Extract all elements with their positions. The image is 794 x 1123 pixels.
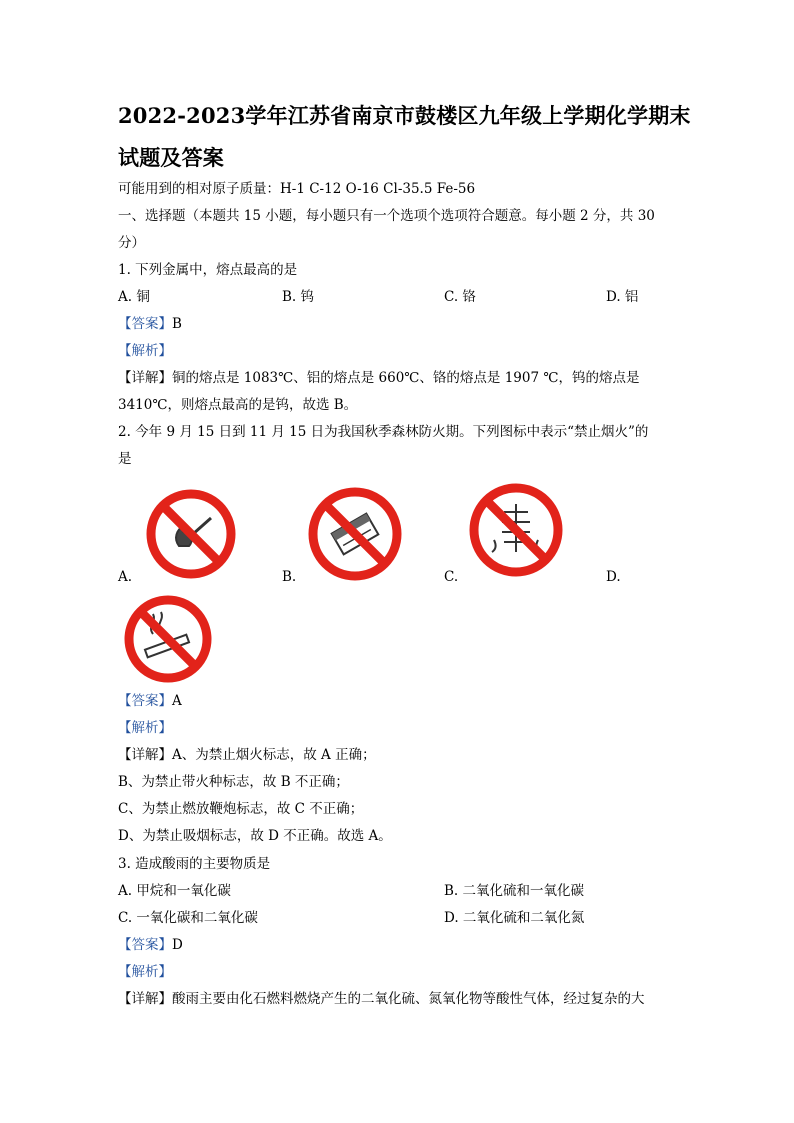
no-smoking-sign-icon <box>123 594 213 684</box>
answer-tag: 【答案】 <box>118 693 172 709</box>
q3-answer <box>118 936 678 954</box>
q2-stem-line2: 是 <box>118 451 132 467</box>
detail-tag: 【详解】 <box>118 991 172 1007</box>
q2-option-b: B. <box>282 569 297 585</box>
q1-option-a: A. 铜 <box>118 289 150 305</box>
q3-detail-line1 <box>118 990 678 1008</box>
no-fire-sign-icon <box>145 488 237 580</box>
no-matches-sign-icon <box>307 486 403 582</box>
answer-tag: 【答案】 <box>118 937 172 953</box>
analysis-tag: 【解析】 <box>118 964 172 980</box>
q1-analysis <box>118 342 678 360</box>
q1-stem: 1. 下列金属中，熔点最高的是 <box>118 262 298 278</box>
q2-detail-line4: D、为禁止吸烟标志，故 D 不正确。故选 A。 <box>118 828 392 844</box>
q1-option-c: C. 铬 <box>444 289 476 305</box>
q1-detail-line1 <box>118 369 678 387</box>
q2-stem-line1: 2. 今年 9 月 15 日到 11 月 15 日为我国秋季森林防火期。下列图标中表示“禁止烟火”的 <box>118 424 649 440</box>
q2-detail-line2: B、为禁止带火种标志，故 B 不正确； <box>118 774 349 790</box>
q3-answer-value: D <box>172 937 183 953</box>
q1-option-d: D. 铝 <box>606 289 639 305</box>
q1-detail-text: 铜的熔点是 1083℃、铝的熔点是 660℃、铬的熔点是 1907 ℃，钨的熔点是 <box>172 370 640 386</box>
atomic-masses: 可能用到的相对原子质量：H-1 C-12 O-16 Cl-35.5 Fe-56 <box>118 181 476 197</box>
q3-analysis <box>118 963 678 981</box>
q3-option-a: A. 甲烷和一氧化碳 <box>118 883 231 899</box>
q2-option-c: C. <box>444 569 459 585</box>
section-heading-line1: 一、选择题（本题共 15 小题，每小题只有一个选项个选项符合题意。每小题 2 分，共 30 <box>118 208 655 224</box>
detail-tag: 【详解】 <box>118 370 172 386</box>
q3-detail-text: 酸雨主要由化石燃料燃烧产生的二氧化硫、氮氧化物等酸性气体，经过复杂的大 <box>172 991 645 1007</box>
page-title-line2: 试题及答案 <box>118 145 224 170</box>
answer-tag: 【答案】 <box>118 316 172 332</box>
q2-answer <box>118 692 678 710</box>
q2-detail-line3: C、为禁止燃放鞭炮标志，故 C 不正确； <box>118 801 364 817</box>
q3-option-b: B. 二氧化硫和一氧化碳 <box>444 883 585 899</box>
q3-stem: 3. 造成酸雨的主要物质是 <box>118 856 271 872</box>
detail-tag: 【详解】 <box>118 747 172 763</box>
page-title-line1: 2022-2023学年江苏省南京市鼓楼区九年级上学期化学期末 <box>118 103 691 128</box>
q2-analysis <box>118 719 678 737</box>
analysis-tag: 【解析】 <box>118 343 172 359</box>
q1-answer <box>118 315 678 333</box>
q1-answer-value: B <box>172 316 182 332</box>
no-fireworks-sign-icon <box>468 482 564 578</box>
q3-option-d: D. 二氧化硫和二氧化氮 <box>444 910 585 926</box>
q1-detail-line2: 3410℃，则熔点最高的是钨，故选 B。 <box>118 397 358 413</box>
q2-detail-line1 <box>118 746 678 764</box>
q2-detail-text: A、为禁止烟火标志，故 A 正确； <box>172 747 376 763</box>
analysis-tag: 【解析】 <box>118 720 172 736</box>
section-heading-line2: 分） <box>118 235 145 251</box>
q2-option-a: A. <box>118 569 133 585</box>
q1-option-b: B. 钨 <box>282 289 315 305</box>
q3-option-c: C. 一氧化碳和二氧化碳 <box>118 910 258 926</box>
q2-answer-value: A <box>172 693 182 709</box>
q2-option-d: D. <box>606 569 621 585</box>
